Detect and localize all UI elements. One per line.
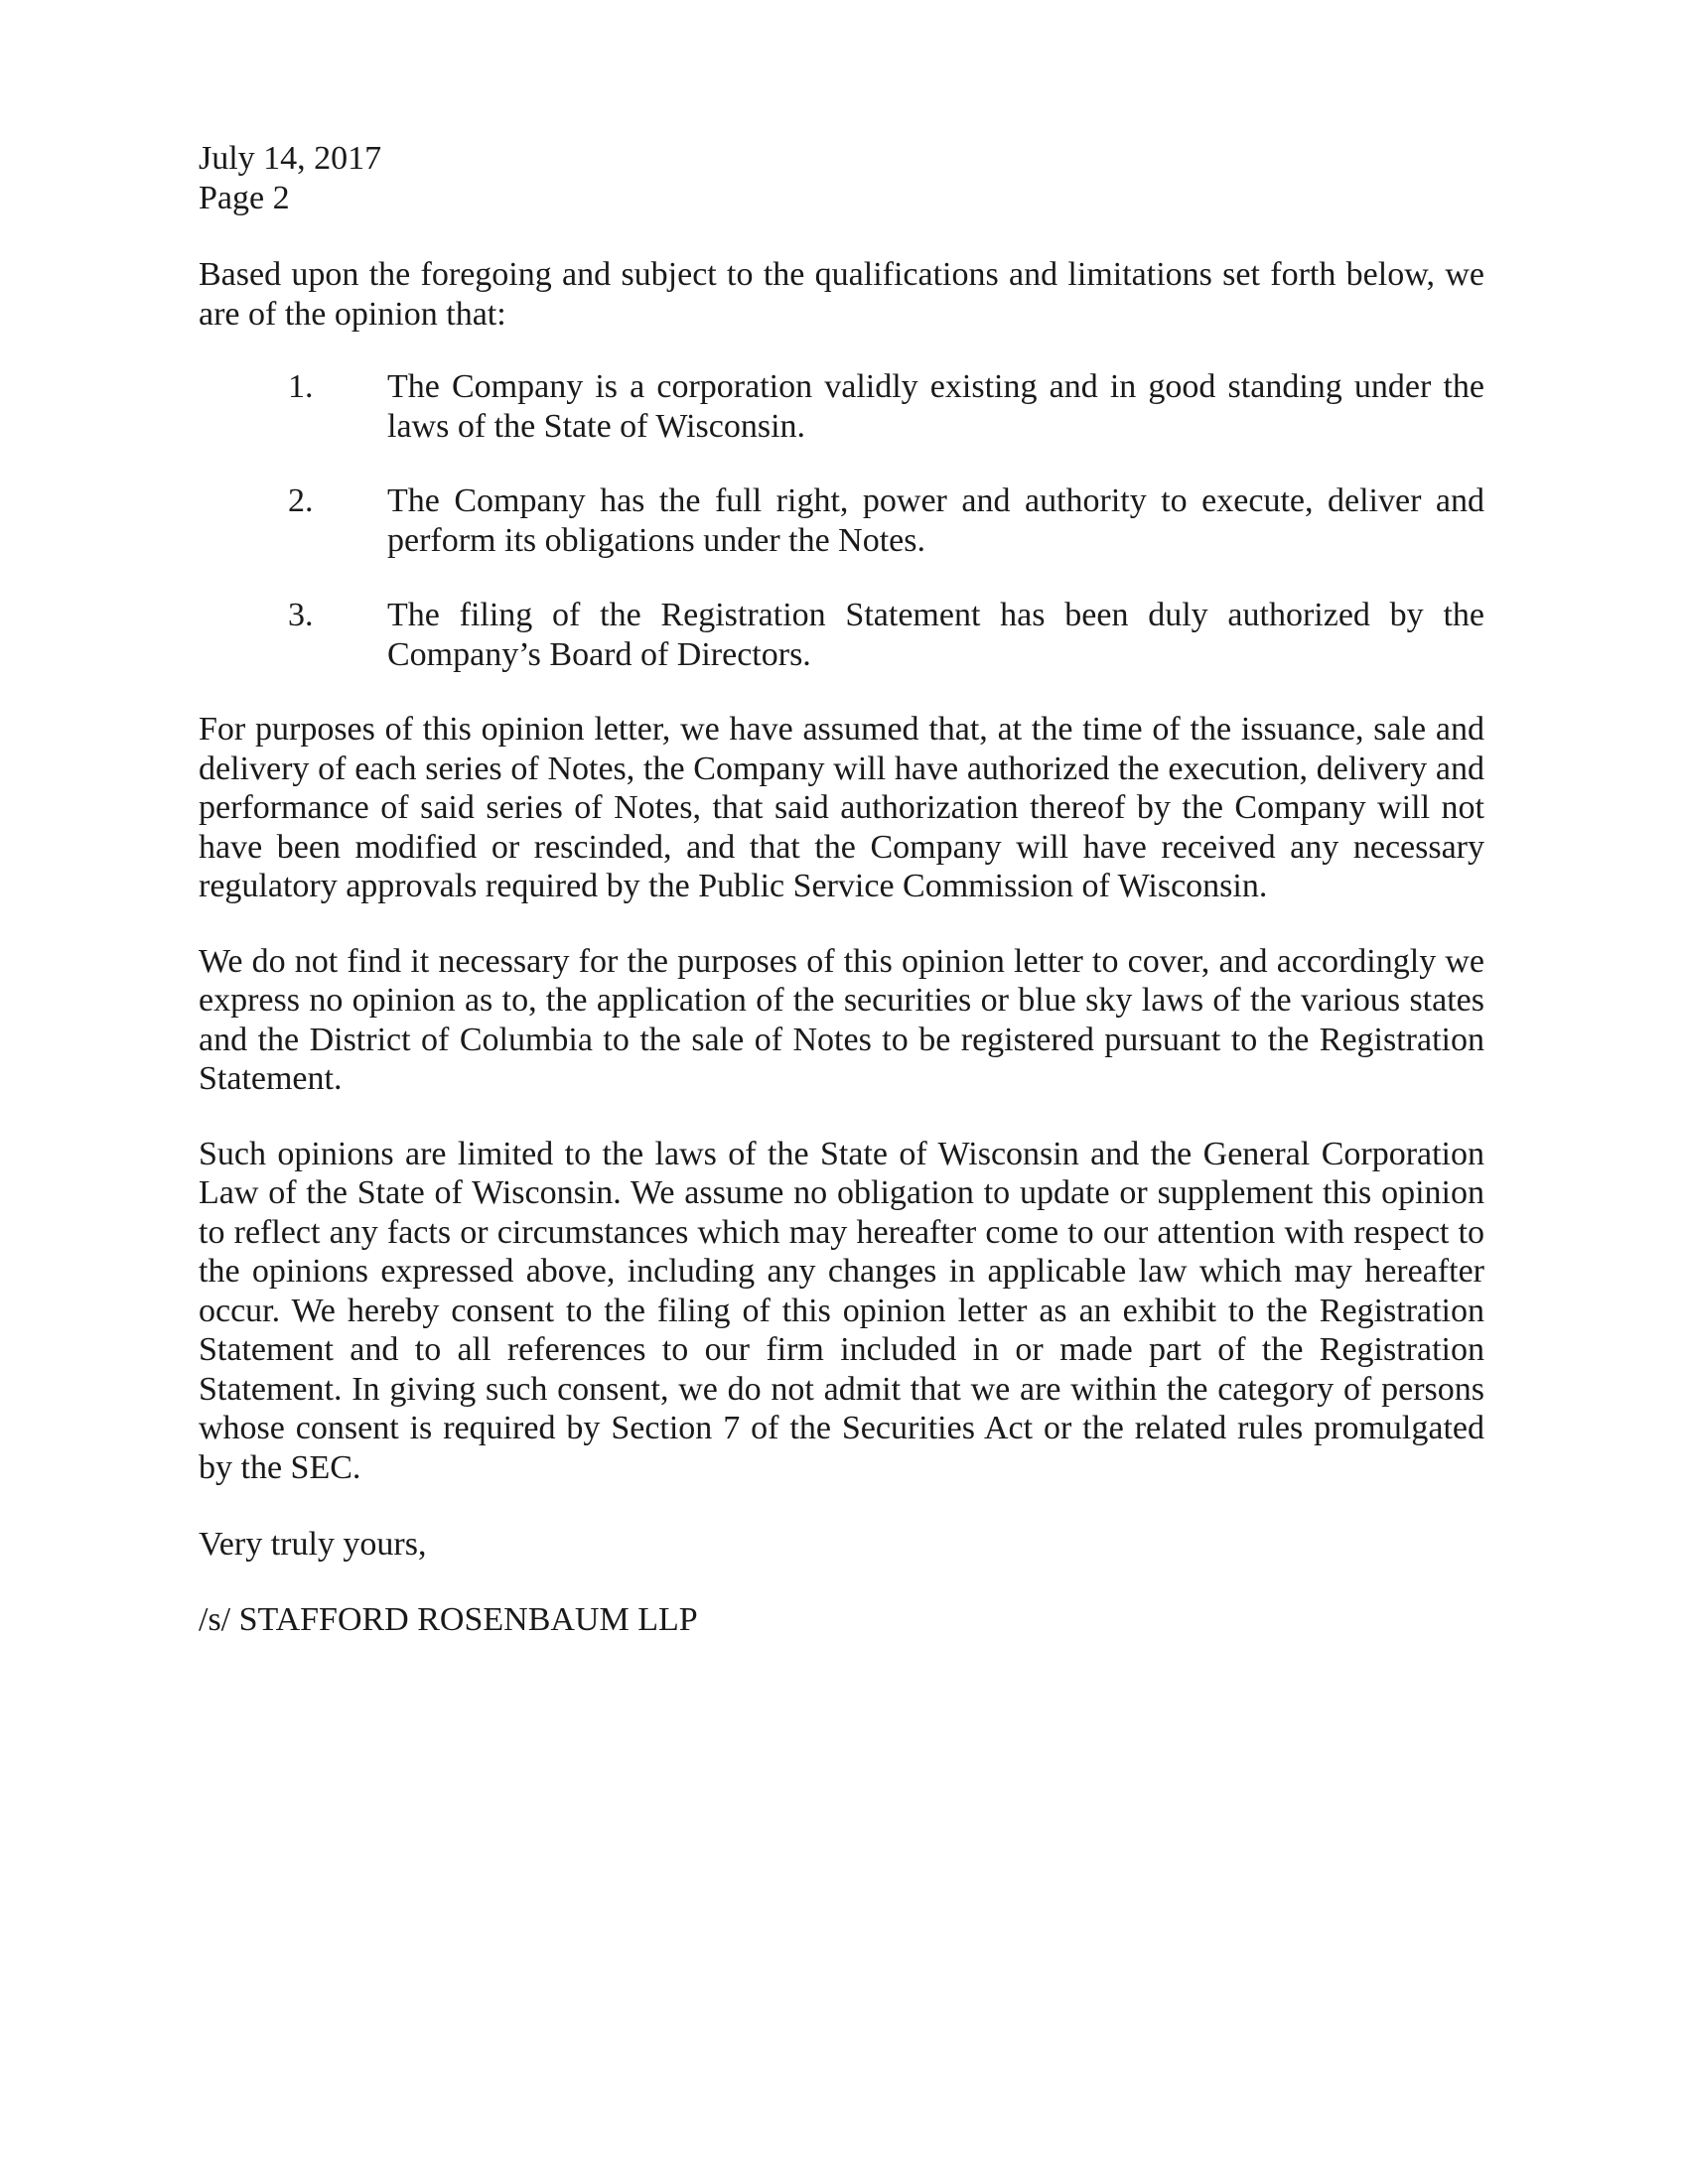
- opinion-text: The Company has the full right, power and authority to execute, deliver and perform its obligations under the Notes.: [387, 482, 1484, 559]
- opinion-text: The Company is a corporation validly existing and in good standing under the laws of the State of Wisconsin.: [387, 368, 1484, 445]
- opinion-number: 1.: [288, 368, 314, 405]
- opinion-list: [199, 367, 1484, 674]
- blue-sky-paragraph: We do not find it necessary for the purposes of this opinion letter to cover, and accordingly we express no opinion as to, the application of the securities or blue sky laws of the various states and the District of Columbia to the sale of Notes to be registered pursuant to the Registration Statement.: [199, 942, 1484, 1097]
- letter-page: [199, 139, 1484, 1639]
- signature-line: /s/ STAFFORD ROSENBAUM LLP: [199, 1600, 698, 1638]
- opinion-item-3: [199, 596, 1484, 674]
- page-number: Page 2: [199, 179, 290, 216]
- closing-salutation: Very truly yours,: [199, 1526, 427, 1563]
- opinion-item-1: [199, 367, 1484, 446]
- limitations-paragraph: Such opinions are limited to the laws of the State of Wisconsin and the General Corporation Law of the State of Wisconsin. We assume no obligation to update or supplement this opinion to reflect any facts or circumstances which may hereafter come to our attention with respect to the opinions expressed above, including any changes in applicable law which may hereafter occur. We hereby consent to the filing of this opinion letter as an exhibit to the Registration Statement and to all references to our firm included in or made part of the Registration Statement. In giving such consent, we do not admit that we are within the category of persons whose consent is required by Section 7 of the Securities Act or the related rules promulgated by the SEC.: [199, 1135, 1484, 1486]
- opinion-text: The filing of the Registration Statement has been duly authorized by the Company’s Board of Directors.: [387, 597, 1484, 673]
- opinion-number: 2.: [288, 482, 314, 519]
- letter-header: [199, 139, 1484, 217]
- intro-paragraph: Based upon the foregoing and subject to the qualifications and limitations set forth below, we are of the opinion that:: [199, 256, 1484, 333]
- opinion-number: 3.: [288, 597, 314, 633]
- letter-date: July 14, 2017: [199, 140, 382, 177]
- assumptions-paragraph: For purposes of this opinion letter, we have assumed that, at the time of the issuance, sale and delivery of each series of Notes, the Company will have authorized the execution, delivery and performance of said series of Notes, that said authorization thereof by the Company will not have been modified or rescinded, and that the Company will have received any necessary regulatory approvals required by the Public Service Commission of Wisconsin.: [199, 711, 1484, 904]
- opinion-item-2: [199, 481, 1484, 560]
